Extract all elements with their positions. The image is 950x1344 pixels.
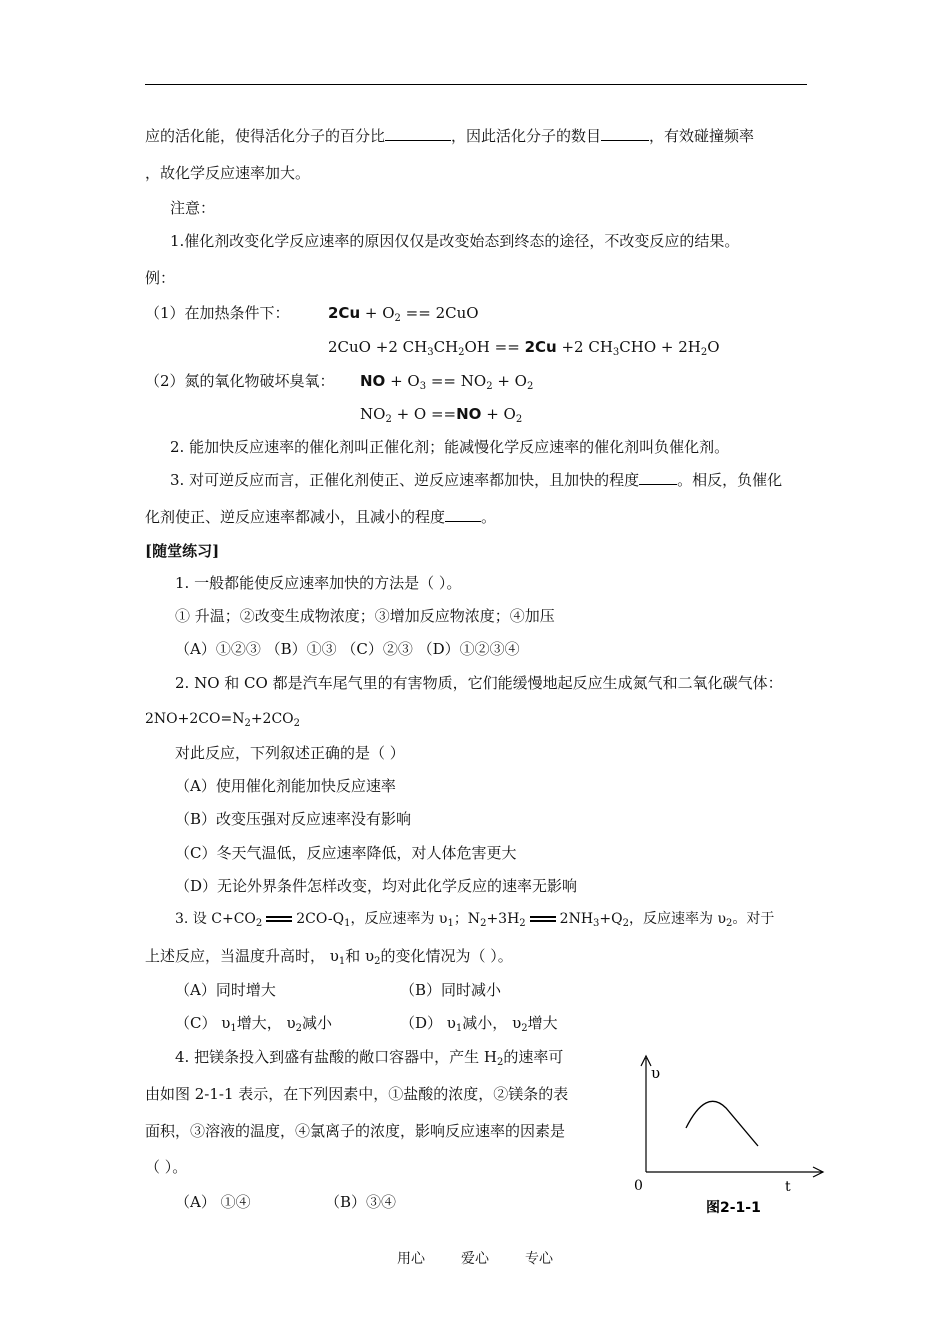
question-2-option-d: （D）无论外界条件怎样改变，均对此化学反应的速率无影响 bbox=[175, 877, 578, 895]
question-3-option-a: （A）同时增大 bbox=[175, 981, 276, 999]
question-2-option-a: （A）使用催化剂能加快反应速率 bbox=[175, 777, 396, 795]
blank bbox=[601, 126, 649, 141]
blank bbox=[385, 126, 451, 141]
para1-line: 应的活化能，使得活化分子的百分比 ，因此活化分子的数目 ，有效碰撞频率 bbox=[145, 127, 755, 145]
footer-word: 用心 bbox=[397, 1251, 425, 1267]
footer-word: 专心 bbox=[525, 1251, 553, 1267]
origin-label: 0 bbox=[634, 1178, 643, 1194]
rate-curve bbox=[686, 1101, 758, 1146]
footer-word: 爱心 bbox=[461, 1251, 489, 1267]
rate-time-figure bbox=[618, 1050, 838, 1230]
question-2-option-b: （B）改变压强对反应速率没有影响 bbox=[175, 810, 412, 828]
note-3-line2: 化剂使正、逆反应速率都减小，且减小的程度 。 bbox=[145, 508, 497, 526]
question-2-option-c: （C）冬天气温低，反应速率降低，对人体危害更大 bbox=[175, 844, 517, 862]
example-2-label: （2）氮的氧化物破坏臭氧： bbox=[145, 372, 335, 390]
question-4-option-b: （B）③④ bbox=[325, 1193, 397, 1211]
figure-caption: 图2-1-1 bbox=[706, 1200, 761, 1216]
blank bbox=[639, 470, 677, 485]
question-2: 2. NO 和 CO 都是汽车尾气里的有害物质，它们能缓慢地起反应生成氮气和二氧化碳气体： bbox=[175, 674, 783, 692]
example-label: 例： bbox=[145, 269, 176, 287]
question-4-line3: 面积，③溶液的温度，④氯离子的浓度，影响反应速率的因素是 bbox=[145, 1122, 566, 1140]
note-title: 注意： bbox=[170, 199, 216, 217]
question-1: 1. 一般都能使反应速率加快的方法是（ ）。 bbox=[175, 574, 462, 592]
reversible-equal-sign bbox=[530, 915, 556, 923]
example-2-equation-2: $NO_2 + O ==NO + O_2$ bbox=[360, 405, 523, 425]
question-3-option-c: （C） $\upsilon_1$增大， $\upsilon_2$减小 bbox=[175, 1014, 333, 1034]
note-2: 2. 能加快反应速率的催化剂叫正催化剂；能减慢化学反应速率的催化剂叫负催化剂。 bbox=[170, 438, 730, 456]
example-1-label: （1）在加热条件下： bbox=[145, 304, 290, 322]
note-1: 1.催化剂改变化学反应速率的原因仅仅是改变始态到终态的途径，不改变反应的结果。 bbox=[170, 232, 740, 250]
reversible-equal-sign bbox=[266, 915, 292, 923]
question-1-items: ① 升温；②改变生成物浓度；③增加反应物浓度；④加压 bbox=[175, 607, 555, 625]
example-1-equation-1: $2Cu + O_2 == 2CuO$ bbox=[328, 304, 479, 324]
section-title: [随堂练习] bbox=[145, 542, 220, 560]
question-1-options: （A）①②③ （B）①③ （C）②③ （D）①②③④ bbox=[175, 640, 520, 658]
y-axis-label: υ bbox=[651, 1064, 661, 1082]
question-4-line2: 由如图 2-1-1 表示，在下列因素中，①盐酸的浓度，②镁条的表 bbox=[145, 1085, 569, 1103]
question-4-option-a: （A） ①④ bbox=[175, 1193, 251, 1211]
rate-time-graph bbox=[618, 1050, 838, 1230]
para1-line2: ，故化学反应速率加大。 bbox=[145, 164, 311, 182]
question-3-line2: 上述反应，当温度升高时， $\upsilon_1$和 $\upsilon_2$的变化情况为（ ）。 bbox=[145, 947, 513, 967]
note-3-line1: 3. 对可逆反应而言，正催化剂使正、逆反应速率都加快，且加快的程度 。相反，负催化 bbox=[170, 471, 783, 489]
question-3-option-d: （D） $\upsilon_1$减小， $\upsilon_2$增大 bbox=[400, 1014, 558, 1034]
page-footer bbox=[0, 1248, 950, 1268]
question-4-line4: （ ）。 bbox=[145, 1158, 188, 1176]
x-axis-label: t bbox=[785, 1179, 791, 1195]
example-1-equation-2: 2CuO +2 $CH_3CH_2OH == 2Cu +2$ $CH_3CHO + 2H_2O$ bbox=[328, 338, 720, 358]
question-3-option-b: （B）同时减小 bbox=[400, 981, 502, 999]
blank bbox=[445, 507, 481, 522]
question-2-equation: $2NO+2CO=N_2+2CO_2$ bbox=[145, 711, 301, 729]
example-2-equation-1: NO + $O_3 == NO_2 + O_2$ bbox=[360, 372, 534, 392]
question-3-line1: 3. 设 $C+CO_2$ $2CO-Q_1$，反应速率为 $\upsilon_1$；$N_2+3H_2$ $2NH_3+Q_2$，反应速率为 $\upsilon_2$。对于 bbox=[175, 911, 775, 929]
header-rule bbox=[145, 84, 807, 85]
question-2-stem: 对此反应，下列叙述正确的是（ ） bbox=[175, 744, 405, 762]
question-4-line1: 4. 把镁条投入到盛有盐酸的敞口容器中，产生 $H_2$的速率可 bbox=[175, 1048, 564, 1068]
